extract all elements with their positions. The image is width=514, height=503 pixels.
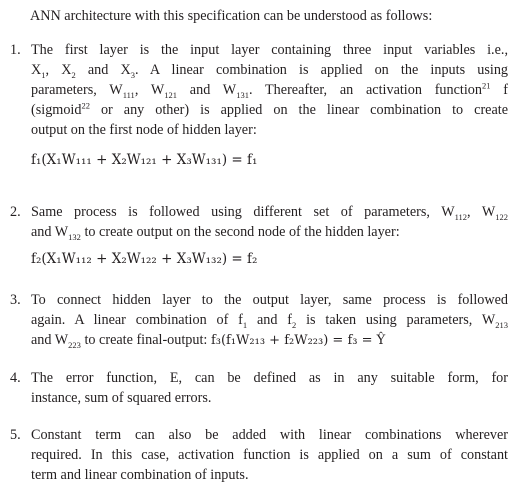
text-run: . A linear combination is applied on the inputs using bbox=[135, 62, 509, 78]
item-body bbox=[31, 202, 508, 269]
text-run: The error function, E, can be defined as in any suitable form, for bbox=[31, 370, 508, 386]
item-body bbox=[31, 368, 508, 408]
subscript: 223 bbox=[68, 339, 81, 350]
text-run: , W bbox=[134, 82, 165, 98]
subscript: 132 bbox=[68, 231, 81, 242]
text-line bbox=[31, 60, 508, 80]
item-number: 2. bbox=[10, 204, 21, 220]
text-line bbox=[31, 80, 508, 100]
text-run: To connect hidden layer to the output layer, same process is followed bbox=[31, 292, 508, 308]
text-run: to create final-output: bbox=[80, 332, 211, 348]
text-run: to create output on the second node of the hidden layer: bbox=[80, 224, 400, 240]
text-line bbox=[31, 40, 508, 60]
subscript: 1 bbox=[242, 319, 248, 330]
text-run: required. In this case, activation function is applied on a sum of constant bbox=[31, 447, 508, 463]
text-line bbox=[31, 202, 508, 222]
text-run: output on the first node of hidden layer: bbox=[31, 122, 257, 138]
item-number: 4. bbox=[10, 370, 21, 386]
text-run: The first layer is the input layer containing three input variables i.e., bbox=[31, 42, 508, 58]
list-item-1 bbox=[10, 40, 508, 170]
text-run: or any other) is applied on the linear combination to create bbox=[89, 102, 508, 118]
text-run: and W bbox=[31, 224, 69, 240]
text-run: Same process is followed using different set of parameters, W bbox=[31, 204, 455, 220]
text-run: parameters, W bbox=[31, 82, 123, 98]
text-run: again. A linear combination of f bbox=[31, 312, 243, 328]
text-run: (sigmoid bbox=[31, 102, 82, 118]
subscript: 112 bbox=[454, 211, 468, 222]
text-run: is taken using parameters, W bbox=[296, 312, 496, 328]
text-line bbox=[31, 465, 508, 485]
text-line bbox=[31, 445, 508, 465]
text-run: , X bbox=[45, 62, 72, 78]
text-line bbox=[31, 100, 508, 120]
text-run: and W bbox=[177, 82, 237, 98]
text-run: , W bbox=[467, 204, 496, 220]
text-run: X bbox=[31, 62, 42, 78]
text-line bbox=[31, 120, 508, 140]
subscript: 213 bbox=[495, 319, 508, 330]
subscript: 1 bbox=[41, 69, 46, 80]
text-run: . Thereafter, an activation function bbox=[248, 82, 482, 98]
subscript: 2 bbox=[71, 69, 76, 80]
text-run: and f bbox=[247, 312, 292, 328]
subscript: 121 bbox=[164, 89, 178, 100]
text-line bbox=[31, 290, 508, 310]
item-number: 5. bbox=[10, 427, 21, 443]
equation: f₁(X₁W₁₁₁ + X₂W₁₂₁ + X₃W₁₃₁) = f₁ bbox=[31, 152, 258, 168]
footnote-marker: 21 bbox=[482, 80, 491, 91]
subscript: 2 bbox=[292, 319, 297, 330]
list-item-4 bbox=[10, 368, 508, 408]
item-body bbox=[31, 425, 508, 485]
item-number: 3. bbox=[10, 292, 21, 308]
text-line bbox=[31, 368, 508, 388]
subscript: 131 bbox=[236, 89, 249, 100]
subscript: 3 bbox=[130, 69, 135, 80]
list-item-2 bbox=[10, 202, 508, 269]
subscript: 111 bbox=[122, 89, 135, 100]
text-run: f bbox=[490, 82, 508, 98]
text-line bbox=[31, 310, 508, 330]
footnote-marker: 22 bbox=[81, 100, 90, 111]
text-run: and W bbox=[31, 332, 69, 348]
text-run: instance, sum of squared errors. bbox=[31, 390, 212, 406]
text-run: Constant term can also be added with linear combinations wherever bbox=[31, 427, 508, 443]
inline-equation: f₃(f₁W₂₁₃ + f₂W₂₂₃) = f₃ = Ŷ bbox=[210, 333, 386, 348]
item-body bbox=[31, 290, 508, 351]
item-number: 1. bbox=[10, 42, 21, 58]
text-line bbox=[31, 330, 508, 351]
subscript: 122 bbox=[495, 211, 508, 222]
text-line bbox=[31, 425, 508, 445]
text-line bbox=[31, 222, 508, 242]
text-run: term and linear combination of inputs. bbox=[31, 467, 249, 483]
item-body bbox=[31, 40, 508, 170]
text-run: and X bbox=[75, 62, 131, 78]
list-item-5 bbox=[10, 425, 508, 485]
text-line bbox=[31, 388, 508, 408]
intro-paragraph: ANN architecture with this specification can be understood as follows: bbox=[30, 8, 433, 24]
list-item-3 bbox=[10, 290, 508, 351]
equation: f₂(X₁W₁₁₂ + X₂W₁₂₂ + X₃W₁₃₂) = f₂ bbox=[31, 251, 258, 267]
